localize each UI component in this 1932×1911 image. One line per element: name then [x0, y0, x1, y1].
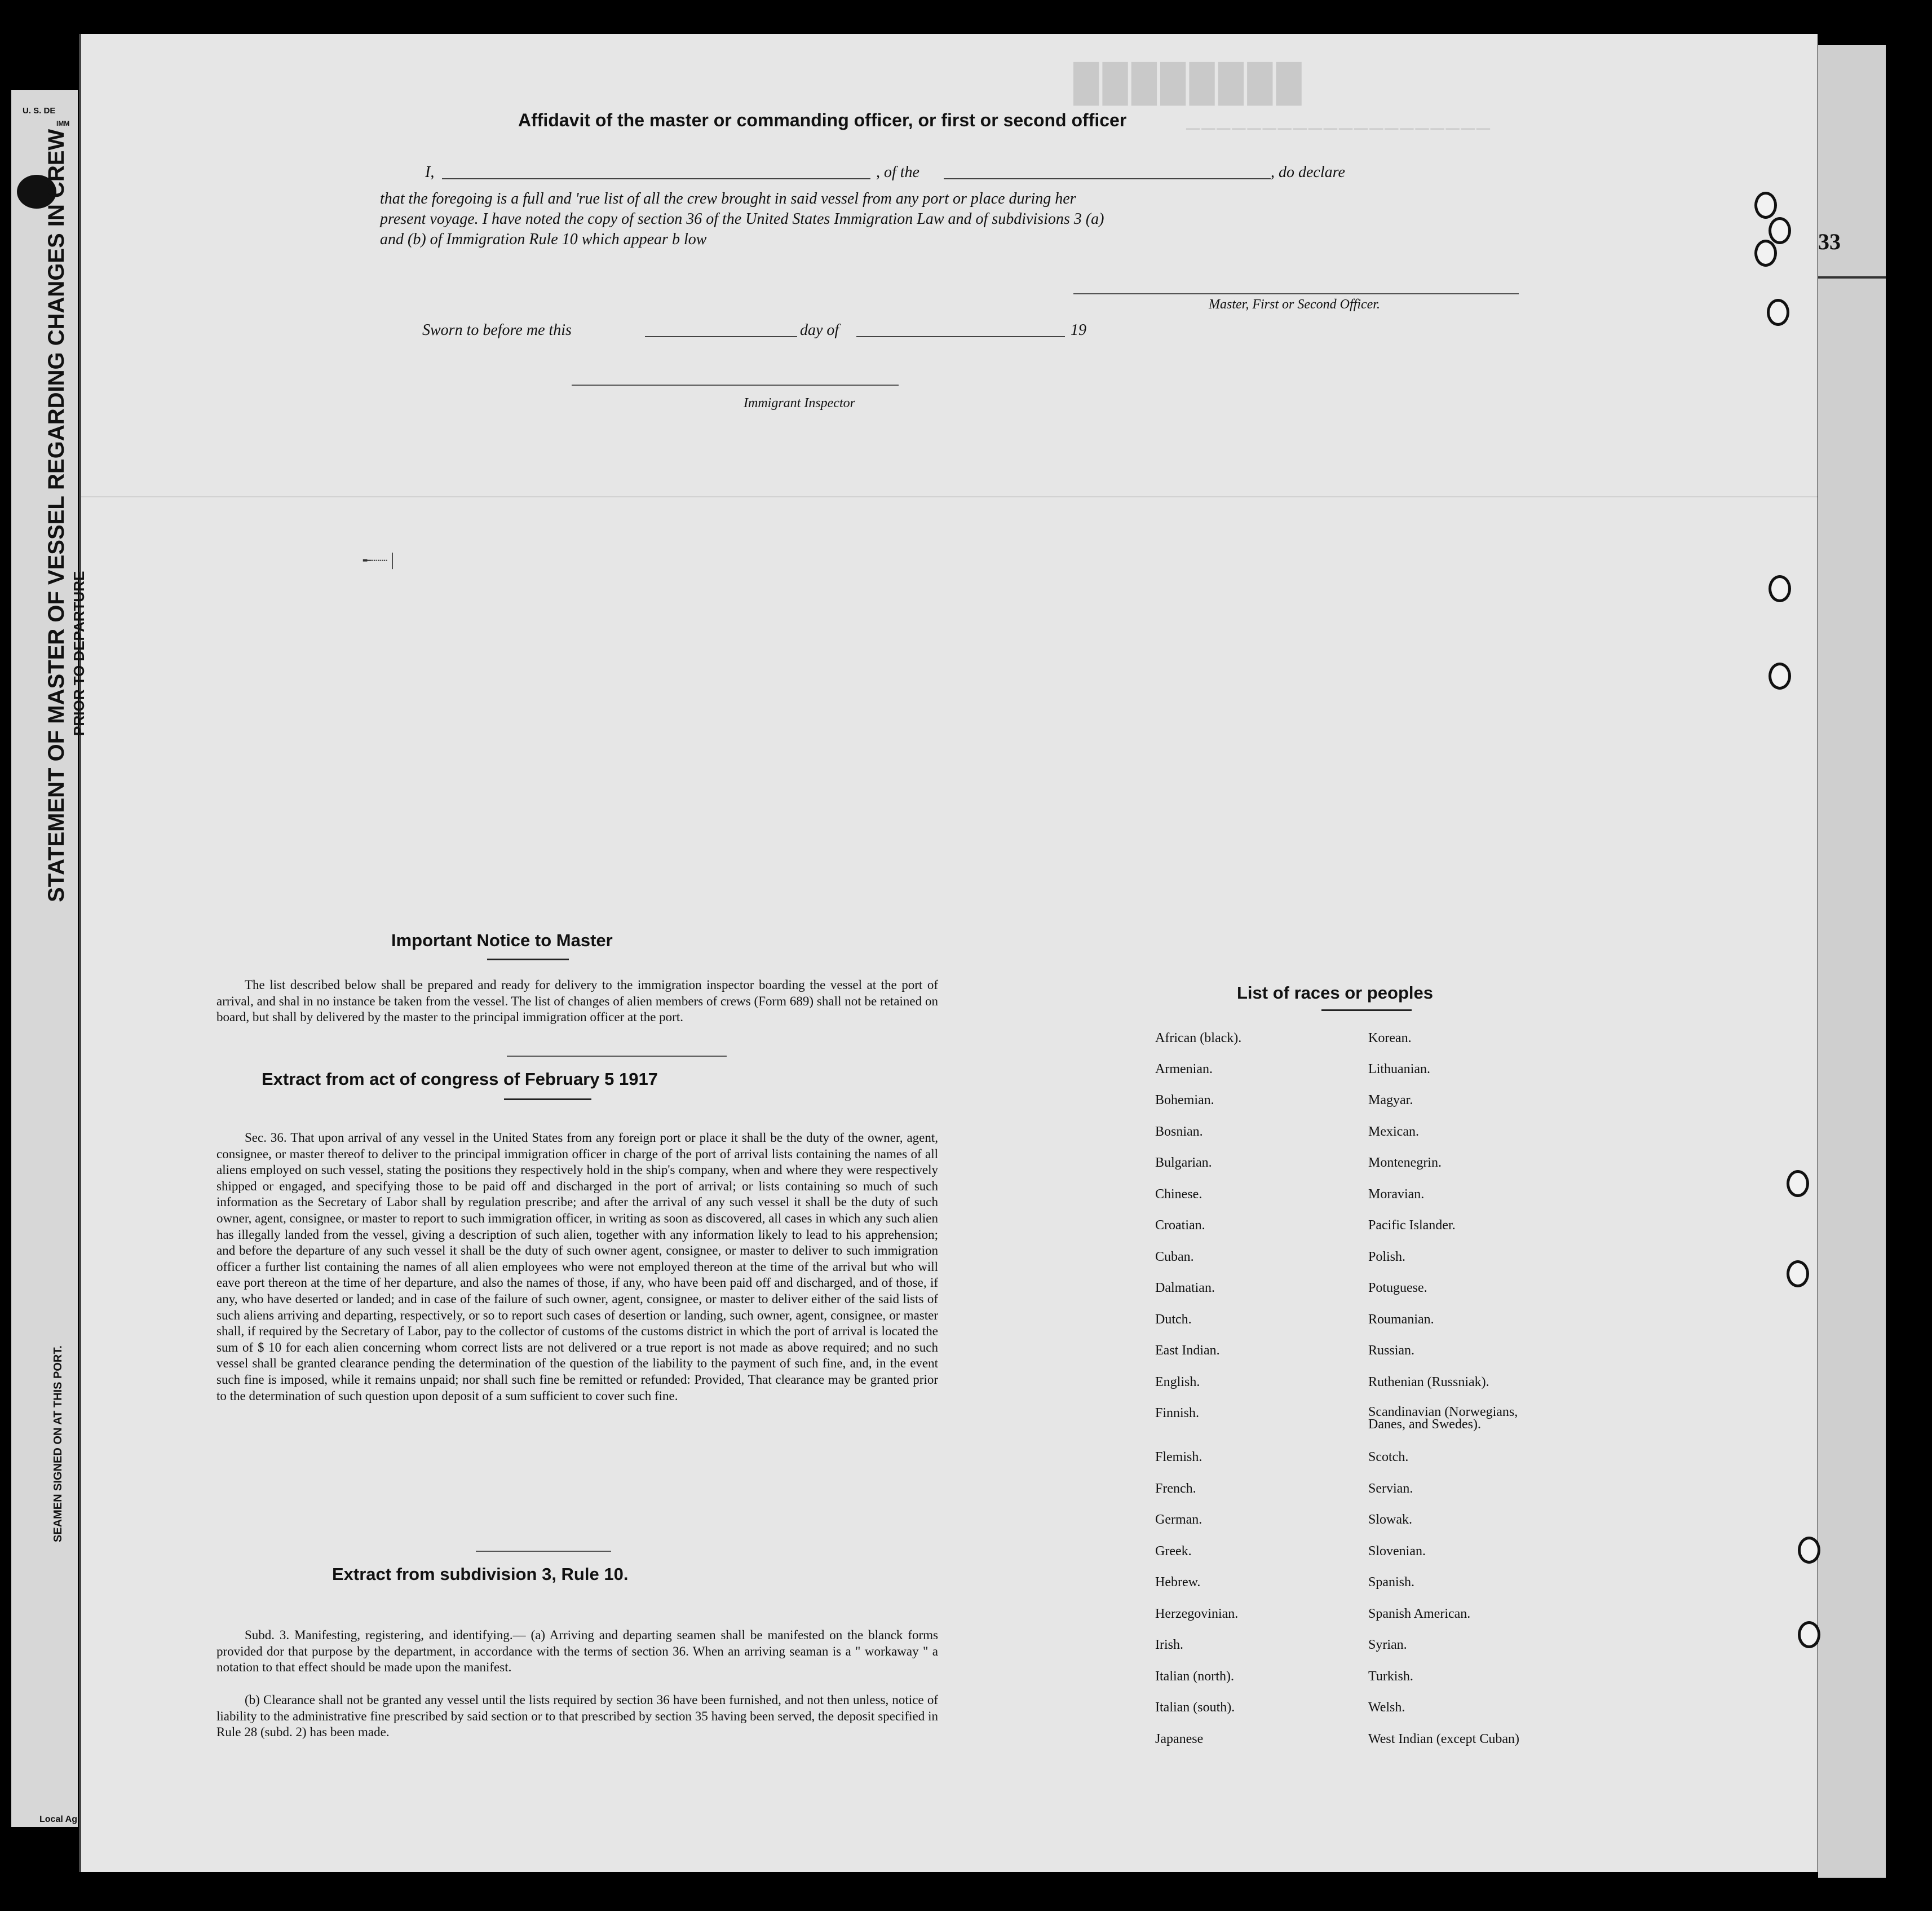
race-item: Italian (north).: [1155, 1669, 1234, 1684]
race-item: Korean.: [1368, 1031, 1412, 1045]
signature-line: [1073, 293, 1519, 294]
binder-hole-icon: [1798, 1537, 1820, 1564]
day-blank-line: [645, 336, 797, 337]
inspector-signature-line: [572, 385, 899, 386]
race-item: Potuguese.: [1368, 1281, 1427, 1295]
right-strip-rule: [1818, 276, 1886, 279]
race-item: Moravian.: [1368, 1187, 1425, 1202]
affidavit-line-1: [425, 164, 1524, 186]
extract-act-title: Extract from act of congress of February 5 1917: [262, 1069, 658, 1089]
affidavit-line-2: that the foregoing is a full and 'rue list of all the crew brought in said vessel from any port or place during her: [380, 190, 1076, 208]
top-left-label-1: U. S. DE: [23, 106, 56, 116]
notice-text: The list described below shall be prepared and ready for delivery to the immigration inspector boarding the vessel at the port of arrival, and shal in no instance be taken from the vessel. The list of changes of alien members of crews (Form 689) shall not be retained on board, but shall by delivered by the master to the principal immigration officer at the port.: [216, 978, 938, 1025]
race-item: Cuban.: [1155, 1250, 1194, 1264]
inspector-caption: Immigrant Inspector: [744, 396, 855, 411]
race-item: Greek.: [1155, 1544, 1192, 1559]
race-item: Montenegrin.: [1368, 1155, 1442, 1170]
vertical-subtitle: PRIOR TO DEPARTURE: [70, 571, 87, 736]
top-left-label-2: IMM: [56, 120, 70, 127]
vertical-seamen-label: SEAMEN SIGNED ON AT THIS PORT.: [52, 1345, 64, 1542]
race-item: Spanish.: [1368, 1575, 1415, 1590]
race-item: East Indian.: [1155, 1343, 1220, 1358]
extract-rule-para-b: (b) Clearance shall not be granted any vessel until the lists required by section 36 have been furnished, and not then unless, notice of liability to the administrative fine prescribed by said section or to that prescribed by section 35 having been served, the deposit specified in Rule 28 (subd. 2) has been made.: [216, 1693, 938, 1740]
binder-hole-icon: [1787, 1170, 1809, 1197]
races-title-underline: [1321, 1009, 1412, 1011]
race-item: Pacific Islander.: [1368, 1218, 1456, 1233]
page-number: 33: [1818, 229, 1841, 254]
right-margin-strip: [1818, 45, 1886, 1878]
binder-hole-icon: [1769, 217, 1791, 244]
pencil-mark: ╾┈┈│: [363, 554, 397, 568]
race-item: Servian.: [1368, 1481, 1413, 1496]
race-item: Mexican.: [1368, 1124, 1419, 1139]
bleed-through-subheader: ────────────────────: [1186, 118, 1492, 139]
race-item: Lithuanian.: [1368, 1062, 1430, 1076]
vessel-blank-line: [944, 178, 1271, 179]
race-item: Turkish.: [1368, 1669, 1413, 1684]
race-item: Bohemian.: [1155, 1093, 1214, 1107]
binder-hole-icon: [1754, 192, 1777, 219]
races-title: List of races or peoples: [1237, 983, 1433, 1003]
sworn-prefix: Sworn to before me this: [422, 321, 572, 339]
race-item: English.: [1155, 1375, 1200, 1389]
race-item: Hebrew.: [1155, 1575, 1201, 1590]
race-item: Bulgarian.: [1155, 1155, 1212, 1170]
race-item: Welsh.: [1368, 1700, 1405, 1715]
race-item: Magyar.: [1368, 1093, 1413, 1107]
race-item: Croatian.: [1155, 1218, 1205, 1233]
extract-rule-title: Extract from subdivision 3, Rule 10.: [332, 1564, 629, 1584]
race-item: Herzegovinian.: [1155, 1607, 1239, 1621]
bleed-through-header: ████████: [1073, 63, 1305, 103]
race-item: Polish.: [1368, 1250, 1406, 1264]
race-item: Spanish American.: [1368, 1607, 1471, 1621]
sworn-year: 19: [1071, 321, 1086, 339]
race-item: Scotch.: [1368, 1450, 1409, 1464]
binder-hole-icon: [1798, 1621, 1820, 1648]
binder-hole-icon: [1769, 663, 1791, 690]
bottom-left-label: Local Ag: [39, 1815, 77, 1824]
race-item: Armenian.: [1155, 1062, 1213, 1076]
affidavit-line-3: present voyage. I have noted the copy of section 36 of the United States Immigration Law and of subdivisions 3 (a): [380, 210, 1104, 228]
sworn-line: [422, 321, 1212, 344]
race-item: Irish.: [1155, 1638, 1183, 1652]
binder-hole-icon: [1767, 299, 1789, 326]
name-blank-line: [442, 178, 870, 179]
race-item: Japanese: [1155, 1732, 1204, 1746]
month-blank-line: [856, 336, 1065, 337]
race-item: Dutch.: [1155, 1312, 1192, 1327]
race-item: Dalmatian.: [1155, 1281, 1215, 1295]
notice-title: Important Notice to Master: [391, 930, 613, 950]
notice-title-underline: [487, 959, 569, 960]
race-item: African (black).: [1155, 1031, 1242, 1045]
binder-hole-icon: [1754, 240, 1777, 267]
race-item: Scandinavian (Norwegians, Danes, and Swedes).: [1368, 1405, 1518, 1432]
race-item: Slovenian.: [1368, 1544, 1426, 1559]
race-item: Flemish.: [1155, 1450, 1202, 1464]
binder-hole-icon: [1787, 1260, 1809, 1287]
extract-rule-para-a: Subd. 3. Manifesting, registering, and identifying.— (a) Arriving and departing seamen shall be manifested on the blanck forms provided dor that purpose by the department, in accordance with the terms of section 36. When an arriving seaman is a " workaway " a notation to that effect should be made upon the manifest.: [216, 1628, 938, 1675]
race-item: Russian.: [1368, 1343, 1415, 1358]
affidavit-body: [380, 189, 1530, 250]
affidavit-line-4: and (b) of Immigration Rule 10 which appear b low: [380, 231, 707, 248]
race-item: Ruthenian (Russniak).: [1368, 1375, 1489, 1389]
race-item: Bosnian.: [1155, 1124, 1203, 1139]
race-item: German.: [1155, 1512, 1202, 1527]
race-item: French.: [1155, 1481, 1196, 1496]
race-item: Italian (south).: [1155, 1700, 1235, 1715]
race-item: Roumanian.: [1368, 1312, 1434, 1327]
document-page: [79, 34, 1818, 1872]
affidavit-do-declare: , do declare: [1271, 164, 1345, 181]
extract-act-text: Sec. 36. That upon arrival of any vessel in the United States from any foreign port or place it shall be the duty of the owner, agent, consignee, or master thereof to deliver to the principal immigration officer in charge of the port of arrival lists containing the names of all aliens employed on such vessel, stating the positions they respectively hold in the ship's company, when and where they were respectively shipped or engaged, and specifying those to be paid off and discharged in the port of arrival; or lists containing so much of such information as the Secretary of Labor shall by regulation prescribe; and after the arrival of any such vessel it shall be the duty of such owner, agent, consignee, or master to report to such immigration officer, in writing as soon as discovered, all cases in which any such alien has illegally landed from the vessel, giving a description of such alien, together with any information likely to lead to his apprehension; and before the departure of any such vessel it shall be the duty of such owner agent, consignee, or master to deliver to such immigration officer a further list containing the names of all alien employees who were not employed thereon at the time of the arrival but who will eave port thereon at the time of her departure, and also the names of those, if any, who have been paid off and discharged, and of those, if any, who have deserted or landed; and in case of the failure of such owner, agent, consignee, or master to deliver either of the said lists of such aliens arriving and departing, respectively, or so to report such cases of desertion or landing, such owner, agent, consignee, or master shall, if required by the Secretary of Labor, pay to the collector of customs of the customs district in which the port of arrival is located the sum of $ 10 for each alien concerning whom correct lists are not delivered or a true report is not made as above required; and no such vessel shall be granted clearance pending the determination of the question of the liability to the payment of such fine, and, in the event such fine is imposed, while it remains unpaid; nor shall such fine be remitted or refunded: Provided, That clearance may be granted prior to the determination of such question upon deposit of a sum sufficient to cover such fine.: [216, 1131, 938, 1403]
vertical-title: STATEMENT OF MASTER OF VESSEL REGARDING CHANGES IN CREW: [44, 129, 69, 902]
extract-act-underline: [504, 1098, 591, 1100]
affidavit-title: Affidavit of the master or commanding officer, or first or second officer: [518, 110, 1127, 130]
extract-act-divider: [476, 1551, 611, 1552]
affidavit-of-the: , of the: [876, 164, 919, 181]
affidavit-i-label: I,: [425, 164, 435, 181]
bleed-through-grid-line: [81, 496, 1818, 497]
race-item: Chinese.: [1155, 1187, 1202, 1202]
sworn-day-of: day of: [800, 321, 839, 339]
signature-caption: Master, First or Second Officer.: [1209, 297, 1380, 312]
notice-divider: [507, 1056, 727, 1057]
binder-hole-icon: [1769, 575, 1791, 602]
race-item: Finnish.: [1155, 1406, 1200, 1420]
race-item: West Indian (except Cuban): [1368, 1732, 1519, 1746]
race-item: Syrian.: [1368, 1638, 1407, 1652]
race-item: Slowak.: [1368, 1512, 1412, 1527]
